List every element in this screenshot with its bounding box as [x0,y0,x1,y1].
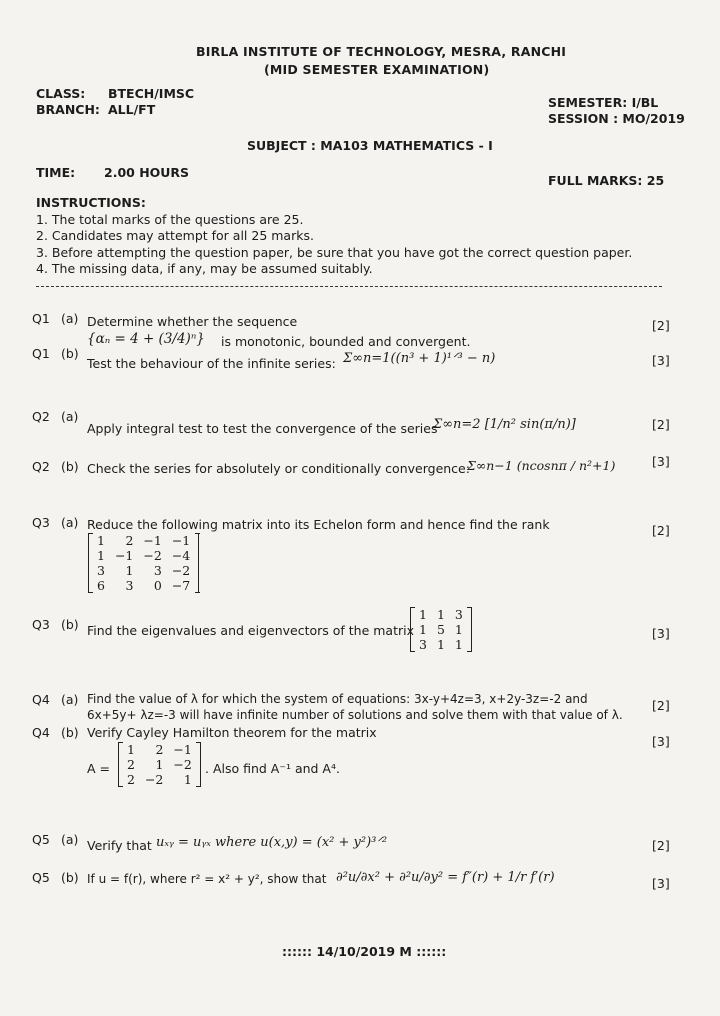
q3a-part: (a) [61,515,79,530]
q1b-marks: [3] [652,353,670,368]
q3a-number: Q3 [32,515,50,530]
matrix-cell: −1 [143,533,162,548]
matrix-cell: −4 [171,548,191,563]
q4b-text: Verify Cayley Hamilton theorem for the matrix [87,725,377,740]
q1a-part: (a) [61,311,79,326]
matrix-cell: 1 [419,622,427,637]
q4b-after: . Also find A⁻¹ and A⁴. [205,761,340,776]
q5b-part: (b) [61,870,79,885]
matrix-cell: −2 [143,548,162,563]
q2a-part: (a) [61,409,79,424]
class-label: CLASS: [36,86,86,101]
q4a-line2: 6x+5y+ λz=-3 will have infinite number of solutions and solve them with that value of λ. [87,708,623,722]
matrix-cell: 1 [155,757,164,772]
matrix-cell: −2 [144,772,164,787]
q1a-text: Determine whether the sequence [87,314,298,329]
q5a-marks: [2] [652,838,670,853]
matrix-cell: 1 [436,637,445,652]
matrix-cell: 3 [97,563,105,578]
q5a-number: Q5 [32,832,50,847]
q2b-marks: [3] [652,454,670,469]
q5a-part: (a) [61,832,79,847]
matrix-cell: 1 [436,607,445,622]
matrix-cell: 1 [419,607,427,622]
matrix-cell: 3 [419,637,427,652]
q2b-number: Q2 [32,459,50,474]
matrix-cell: −1 [171,533,191,548]
q3b-matrix [410,607,472,652]
q4b-a-label: A = [87,761,110,776]
q4b-number: Q4 [32,725,50,740]
matrix-cell: −2 [171,563,191,578]
q5b-marks: [3] [652,876,670,891]
q5a-text: Verify that [87,838,152,853]
q1a-text2: is monotonic, bounded and convergent. [221,334,471,349]
time-value: 2.00 HOURS [104,165,190,180]
q4a-line1: Find the value of λ for which the system of equations: 3x-y+4z=3, x+2y-3z=-2 and [87,692,588,706]
matrix-cell: 2 [155,742,164,757]
q1b-text: Test the behaviour of the infinite series: [87,356,336,371]
q3b-marks: [3] [652,626,670,641]
q4b-matrix [118,742,201,787]
footer-date: :::::: 14/10/2019 M :::::: [282,944,447,959]
q4a-part: (a) [61,692,79,707]
full-marks: FULL MARKS: 25 [548,173,665,188]
q2a-number: Q2 [32,409,50,424]
subject: SUBJECT : MA103 MATHEMATICS - I [247,138,493,153]
branch-label: BRANCH: [36,102,100,117]
q1a-marks: [2] [652,318,670,333]
q5b-text: If u = f(r), where r² = x² + y², show that [87,872,327,886]
matrix-cell: 2 [125,533,134,548]
matrix-cell: 1 [183,772,192,787]
instruction-item: 4. The missing data, if any, may be assumed suitably. [36,261,373,276]
matrix-cell: 0 [153,578,162,593]
matrix-cell: 1 [127,742,135,757]
instruction-item: 3. Before attempting the question paper, be sure that you have got the correct question paper. [36,245,633,260]
q4b-marks: [3] [652,734,670,749]
branch-value: ALL/FT [108,102,156,117]
q1a-number: Q1 [32,311,50,326]
q2b-part: (b) [61,459,79,474]
matrix-cell: 3 [454,607,463,622]
q5a-formula: uₓᵧ = uᵧₓ where u(x,y) = (x² + y²)³ᐟ² [156,835,388,850]
matrix-cell: 1 [454,622,463,637]
q2a-marks: [2] [652,417,670,432]
q2a-text: Apply integral test to test the convergence of the series [87,421,438,436]
q3a-matrix [88,533,199,593]
session: SESSION : MO/2019 [548,111,685,126]
matrix-cell: 1 [97,533,105,548]
time-label: TIME: [36,165,76,180]
matrix-cell: 5 [436,622,445,637]
q3a-marks: [2] [652,523,670,538]
q4a-number: Q4 [32,692,50,707]
divider [36,286,662,287]
matrix-cell: 1 [454,637,463,652]
q5b-number: Q5 [32,870,50,885]
q2b-formula: Σ∞n−1 (ncosnπ / n²+1) [467,458,616,473]
exam-type: (MID SEMESTER EXAMINATION) [264,62,490,77]
class-value: BTECH/IMSC [108,86,195,101]
q1b-part: (b) [61,346,79,361]
q3b-text: Find the eigenvalues and eigenvectors of the matrix [87,623,415,638]
semester: SEMESTER: I/BL [548,95,659,110]
q1b-formula: Σ∞n=1((n³ + 1)¹ᐟ³ − n) [343,351,496,366]
matrix-cell: 2 [127,757,135,772]
matrix-cell: 2 [127,772,135,787]
institute-name: BIRLA INSTITUTE OF TECHNOLOGY, MESRA, RANCHI [196,44,567,59]
q4b-part: (b) [61,725,79,740]
matrix-cell: 1 [97,548,105,563]
q2a-formula: Σ∞n=2 [1/n² sin(π/n)] [433,417,576,432]
q5b-formula: ∂²u/∂x² + ∂²u/∂y² = f″(r) + 1/r f′(r) [336,870,555,885]
q3b-part: (b) [61,617,79,632]
q4a-marks: [2] [652,698,670,713]
matrix-cell: −7 [171,578,191,593]
matrix-cell: 3 [125,578,134,593]
matrix-cell: −1 [114,548,134,563]
matrix-cell: 6 [97,578,105,593]
q3b-number: Q3 [32,617,50,632]
matrix-cell: 3 [153,563,162,578]
instruction-item: 1. The total marks of the questions are 25. [36,212,304,227]
instruction-item: 2. Candidates may attempt for all 25 marks. [36,228,314,243]
q1a-sequence: {αₙ = 4 + (3/4)ⁿ} [87,331,205,347]
q3a-text: Reduce the following matrix into its Echelon form and hence find the rank [87,517,550,532]
instructions-title: INSTRUCTIONS: [36,195,146,210]
matrix-cell: −2 [173,757,192,772]
matrix-cell: 1 [125,563,134,578]
q2b-text: Check the series for absolutely or conditionally convergence: [87,461,470,476]
matrix-cell: −1 [173,742,192,757]
q1b-number: Q1 [32,346,50,361]
